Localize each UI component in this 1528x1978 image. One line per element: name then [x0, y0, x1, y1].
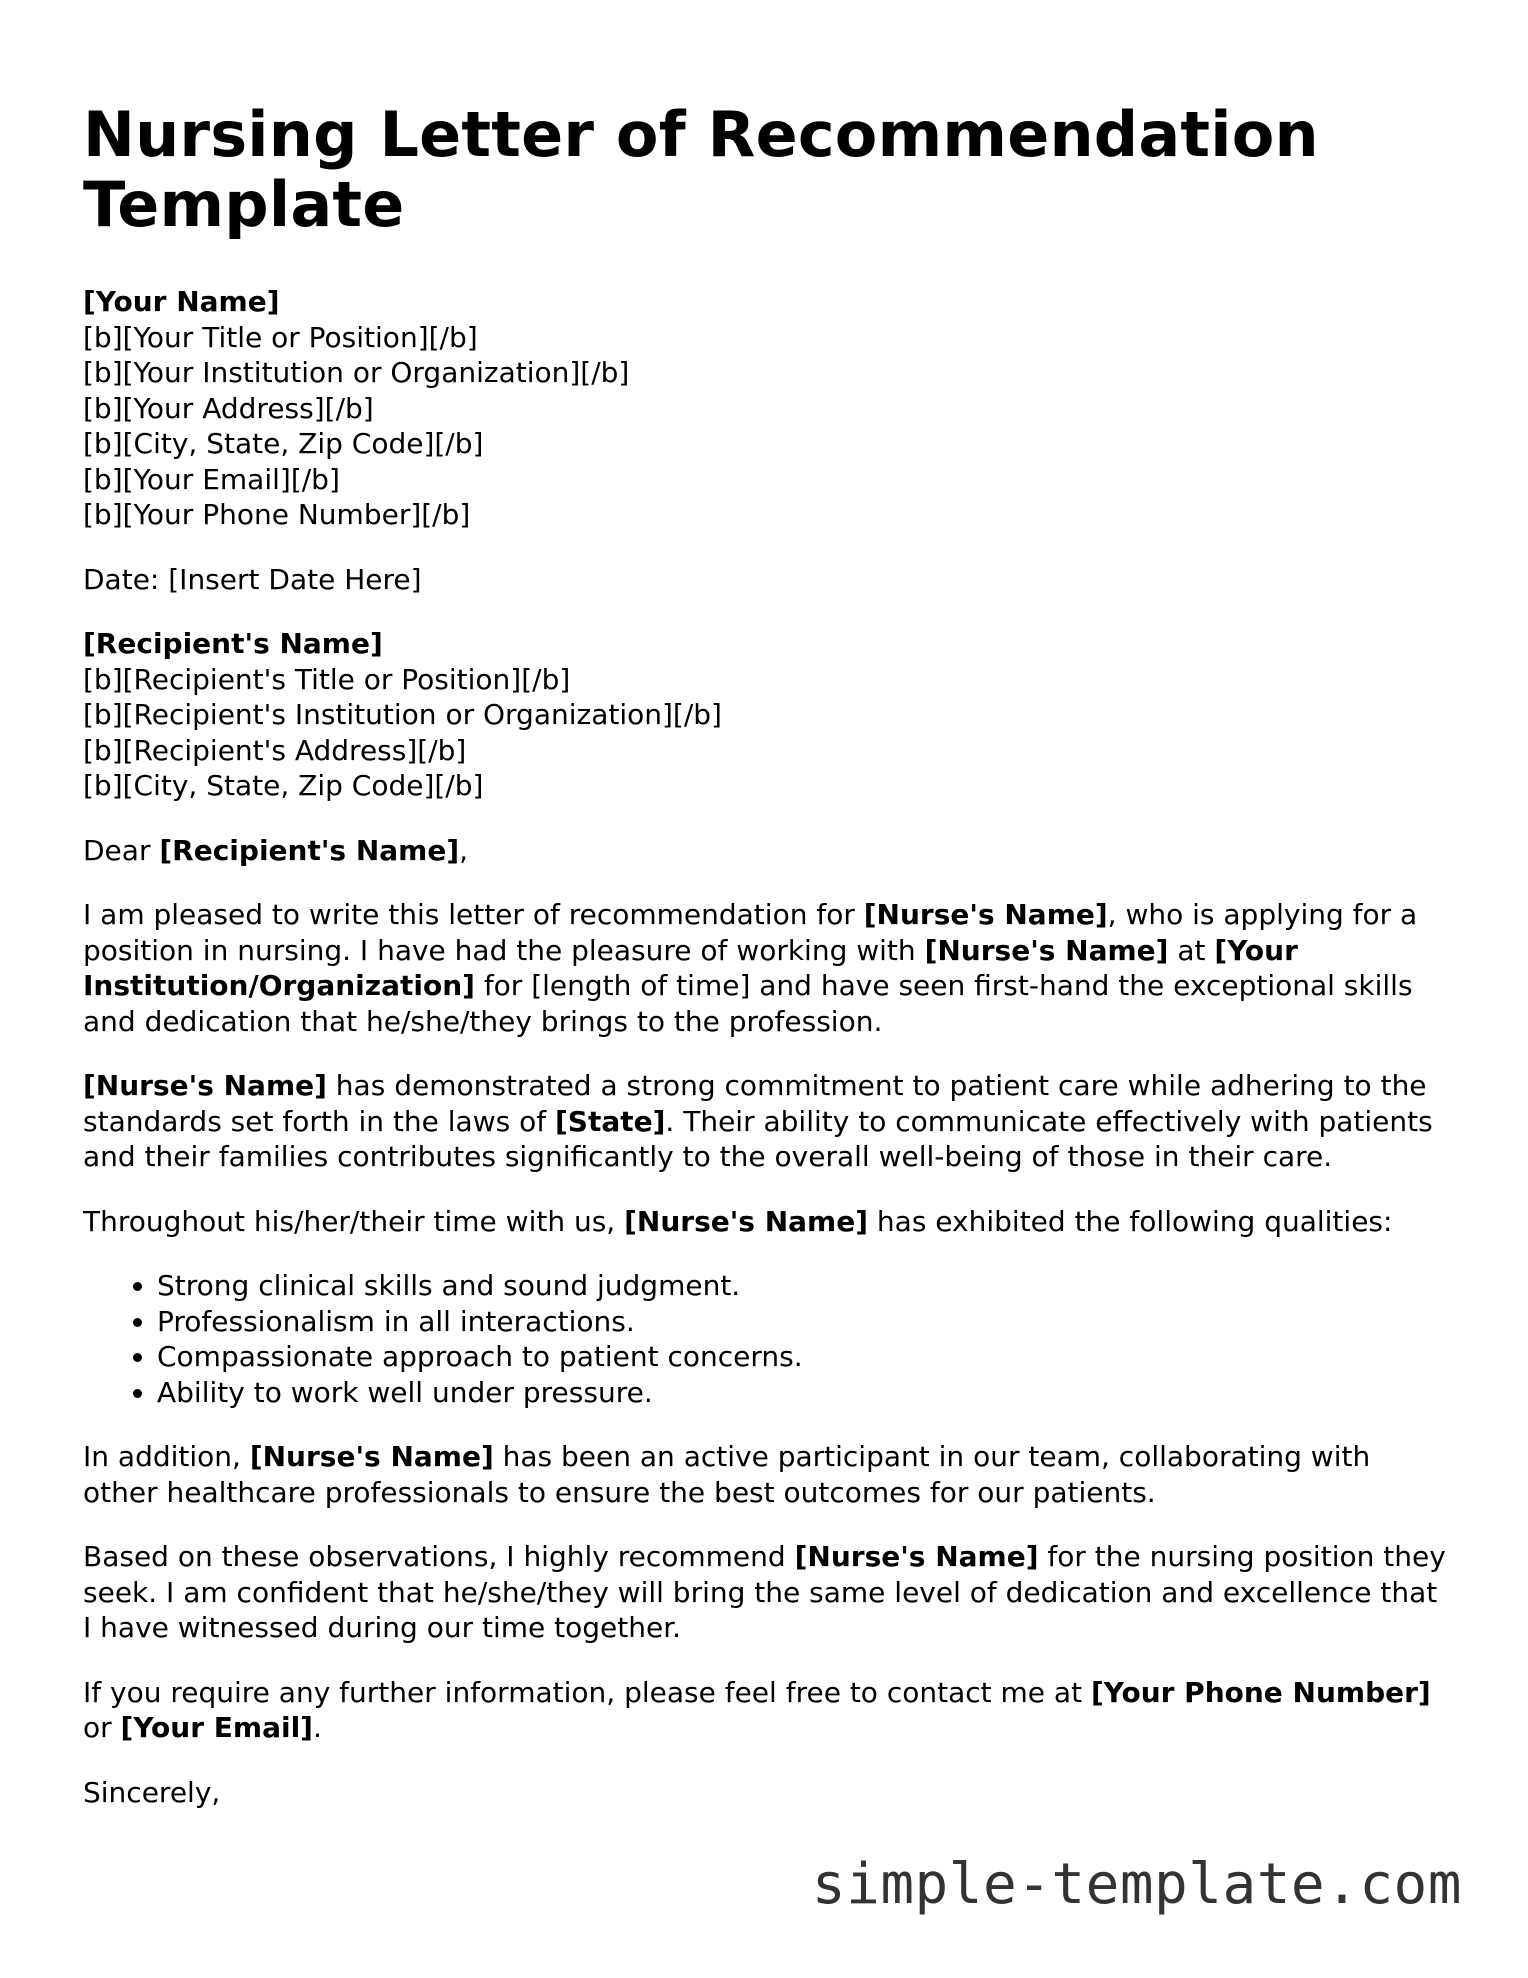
sender-phone: [b][Your Phone Number][/b] [83, 498, 471, 531]
p1-institution: [Your Institution/Organization] [83, 933, 1298, 1002]
paragraph-commitment [83, 1068, 1453, 1175]
paragraph-recommendation [83, 1539, 1453, 1646]
p6-text-2: or [83, 1711, 121, 1744]
p6-email: [Your Email] [120, 1711, 313, 1744]
qualities-list [83, 1268, 1453, 1410]
list-item: • Compassionate approach to patient concerns. [157, 1339, 1453, 1375]
p2-state: [State] [555, 1104, 666, 1138]
closing: Sincerely, [83, 1775, 221, 1809]
p6-text-1: If you require any further information, please feel free to contact me at [83, 1675, 1091, 1709]
p2-text-1: has demonstrated a strong commitment to patient care while adhering to the standards set forth in the laws of [83, 1069, 1427, 1138]
recipient-name: [Recipient's Name] [83, 627, 383, 660]
list-item: • Strong clinical skills and sound judgment. [157, 1268, 1453, 1304]
paragraph-qualities-intro [83, 1204, 1453, 1240]
letter-document [83, 100, 1453, 1839]
salutation-prefix: Dear [83, 833, 160, 867]
recipient-title: [b][Recipient's Title or Position][/b] [83, 662, 571, 696]
paragraph-intro [83, 897, 1453, 1039]
p5-nurse-name: [Nurse's Name] [794, 1540, 1039, 1573]
sender-institution: [b][Your Institution or Organization][/b] [83, 356, 630, 389]
recipient-institution: [b][Recipient's Institution or Organization][/b] [83, 698, 722, 731]
p6-phone: [Your Phone Number] [1090, 1675, 1431, 1709]
sender-address: [b][Your Address][/b] [83, 391, 374, 425]
p3-text-1: Throughout his/her/their time with us, [83, 1204, 625, 1238]
document-title: Nursing Letter of Recommendation Template [83, 98, 1319, 241]
p1-text-2: , who is applying for a position in nursing. I have had the pleasure of working with [83, 898, 1418, 967]
p2-nurse-name: [Nurse's Name] [83, 1069, 327, 1102]
p4-text-2: has been an active participant in our team, collaborating with other healthcare professionals to ensure the best outcomes for our patients. [83, 1440, 1371, 1509]
p1-text-1: I am pleased to write this letter of recommendation for [83, 898, 864, 931]
p1-text-4: for [length of time] and have seen first-hand the exceptional skills and dedication that he/she/they brings to the profession. [83, 969, 1413, 1038]
p4-text-1: In addition, [83, 1440, 250, 1473]
p5-text-1: Based on these observations, I highly recommend [83, 1540, 795, 1573]
paragraph-contact [83, 1675, 1453, 1746]
site-watermark: simple-template.com [811, 1852, 1462, 1917]
list-item: • Ability to work well under pressure. [157, 1375, 1453, 1411]
p4-nurse-name: [Nurse's Name] [249, 1440, 494, 1473]
p1-nurse-name-2: [Nurse's Name] [924, 933, 1169, 967]
salutation [83, 833, 1453, 869]
p3-text-2: has exhibited the following qualities: [868, 1204, 1393, 1238]
sender-block [83, 284, 1453, 533]
recipient-city-state-zip: [b][City, State, Zip Code][/b] [83, 769, 484, 802]
p5-text-2: for the nursing position they seek. I am confident that he/she/they will bring the same level of dedication and excellence that I have witnessed during our time together. [83, 1540, 1446, 1644]
sender-title: [b][Your Title or Position][/b] [83, 320, 478, 354]
p1-nurse-name-1: [Nurse's Name] [863, 898, 1108, 931]
p3-nurse-name: [Nurse's Name] [624, 1204, 869, 1238]
recipient-address: [b][Recipient's Address][/b] [83, 733, 467, 767]
p6-text-3: . [312, 1711, 322, 1744]
p2-text-2: . Their ability to communicate effectively with patients and their families contributes significantly to the overall well-being of those in their care. [83, 1104, 1433, 1173]
sender-email: [b][Your Email][/b] [83, 462, 340, 496]
date-line: Date: [Insert Date Here] [83, 562, 422, 596]
p1-text-3: at [1168, 933, 1215, 967]
salutation-name: [Recipient's Name] [159, 833, 460, 867]
recipient-block [83, 626, 1453, 804]
list-item: • Professionalism in all interactions. [157, 1304, 1453, 1340]
salutation-suffix: , [459, 833, 469, 867]
sender-city-state-zip: [b][City, State, Zip Code][/b] [83, 427, 484, 460]
paragraph-teamwork [83, 1439, 1453, 1510]
sender-name: [Your Name] [83, 285, 280, 318]
